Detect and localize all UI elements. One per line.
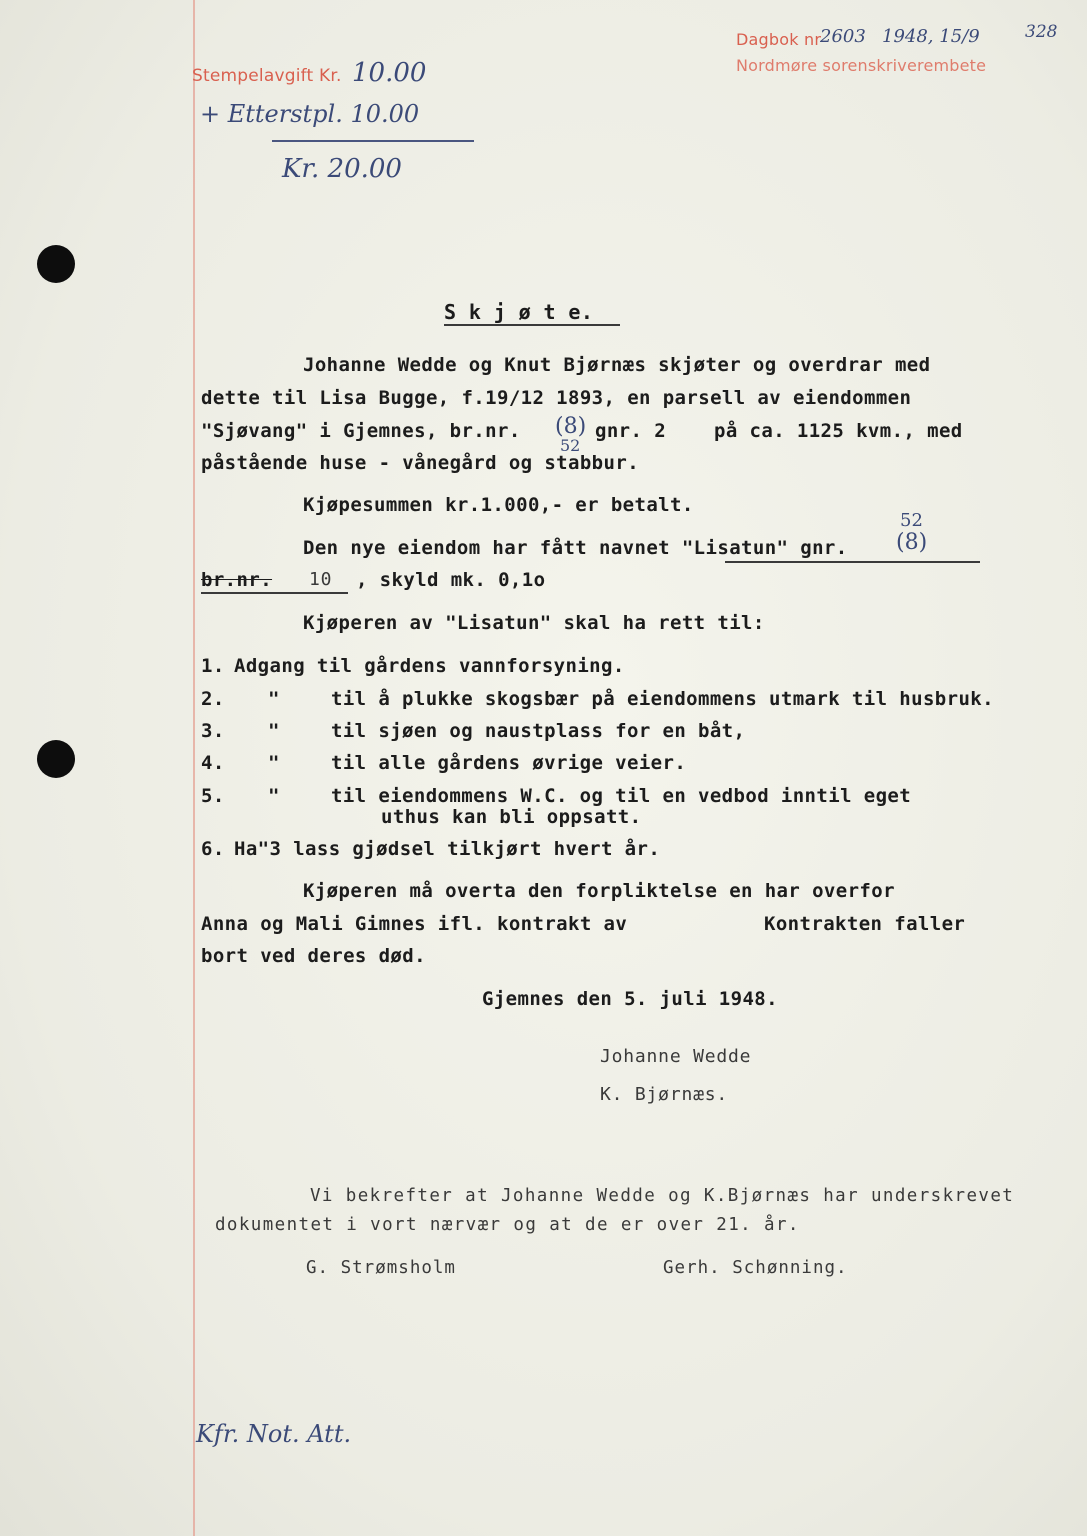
punch-hole-top (37, 245, 75, 283)
intro-line-3b: gnr. 2 (595, 420, 667, 442)
right-3-text: til sjøen og naustplass for en båt, (331, 720, 746, 742)
brnr-handwritten: (8) (555, 414, 587, 439)
witness-line-1: Vi bekrefter at Johanne Wedde og K.Bjørnæs har underskrevet (310, 1186, 1015, 1206)
place-date: Gjemnes den 5. juli 1948. (482, 988, 778, 1010)
stempelavgift-label: Stempelavgift Kr. (192, 66, 342, 86)
title-underline (444, 324, 620, 326)
office-stamp: Nordmøre sorenskriverembete (736, 56, 987, 75)
right-3-num: 3. (201, 720, 225, 742)
dagbok-date: 1948, 15/9 (882, 26, 980, 47)
name-line-b-rest: , skyld mk. 0,1o (356, 569, 546, 591)
right-2-mark: " (268, 688, 280, 710)
right-5-text: til eiendommens W.C. og til en vedbod inntil eget (331, 785, 912, 807)
name-line-b-label: br.nr. (201, 569, 273, 591)
rights-intro: Kjøperen av "Lisatun" skal ha rett til: (303, 612, 765, 634)
signatory-2: K. Bjørnæs. (600, 1084, 729, 1105)
right-4-mark: " (268, 752, 280, 774)
dagbok-stamp: Dagbok nr (736, 30, 822, 49)
obligation-line-2b: Kontrakten faller (764, 913, 966, 935)
right-2-text: til å plukke skogsbær på eiendommens utmark til husbruk. (331, 688, 994, 710)
right-2-num: 2. (201, 688, 225, 710)
right-6-num: 6. (201, 838, 225, 860)
document-title: S k j ø t e. (444, 300, 594, 324)
signatory-1: Johanne Wedde (600, 1046, 752, 1067)
name-line-a: Den nye eiendom har fått navnet "Lisatun" gnr. (303, 537, 848, 559)
right-6-text: Ha"3 lass gjødsel tilkjørt hvert år. (234, 838, 661, 860)
stamp-total: Kr. 20.00 (282, 154, 402, 184)
purchase-line: Kjøpesummen kr.1.000,- er betalt. (303, 494, 694, 516)
intro-line-1: Johanne Wedde og Knut Bjørnæs skjøter og overdrar med (303, 354, 931, 376)
right-1-num: 1. (201, 655, 225, 677)
brnr-underline (201, 592, 348, 594)
right-4-num: 4. (201, 752, 225, 774)
witness-1: G. Strømsholm (306, 1258, 456, 1278)
gnr-handwritten: (8) (896, 530, 928, 555)
margin-line (193, 0, 195, 1536)
right-5-mark: " (268, 785, 280, 807)
punch-hole-bottom (37, 740, 75, 778)
right-1-text: Adgang til gårdens vannforsyning. (234, 655, 625, 677)
stempelavgift-amount: 10.00 (352, 58, 427, 88)
right-5-num: 5. (201, 785, 225, 807)
sum-rule (272, 140, 474, 142)
footer-note: Kfr. Not. Att. (196, 1420, 352, 1448)
page-number: 328 (1025, 22, 1058, 42)
obligation-line-1: Kjøperen må overta den forpliktelse en har overfor (303, 880, 895, 902)
dagbok-number: 2603 (820, 26, 866, 47)
right-3-mark: " (268, 720, 280, 742)
intro-line-3c: på ca. 1125 kvm., med (714, 420, 963, 442)
name-line-b-value: 10 (309, 569, 333, 590)
obligation-line-2: Anna og Mali Gimnes ifl. kontrakt av (201, 913, 628, 935)
witness-line-2: dokumentet i vort nærvær og at de er over 21. år. (215, 1215, 800, 1235)
brnr-note: 52 (560, 436, 581, 455)
right-5-cont: uthus kan bli oppsatt. (381, 806, 642, 828)
right-4-text: til alle gårdens øvrige veier. (331, 752, 687, 774)
intro-line-4: påstående huse - vånegård og stabbur. (201, 452, 640, 474)
gnr-note: 52 (900, 510, 923, 531)
obligation-line-3: bort ved deres død. (201, 945, 426, 967)
name-underline (725, 561, 980, 563)
intro-line-3a: "Sjøvang" i Gjemnes, br.nr. (201, 420, 521, 442)
intro-line-2: dette til Lisa Bugge, f.19/12 1893, en parsell av eiendommen (201, 387, 912, 409)
etterstempel: + Etterstpl. 10.00 (200, 100, 420, 128)
witness-2: Gerh. Schønning. (663, 1258, 848, 1278)
